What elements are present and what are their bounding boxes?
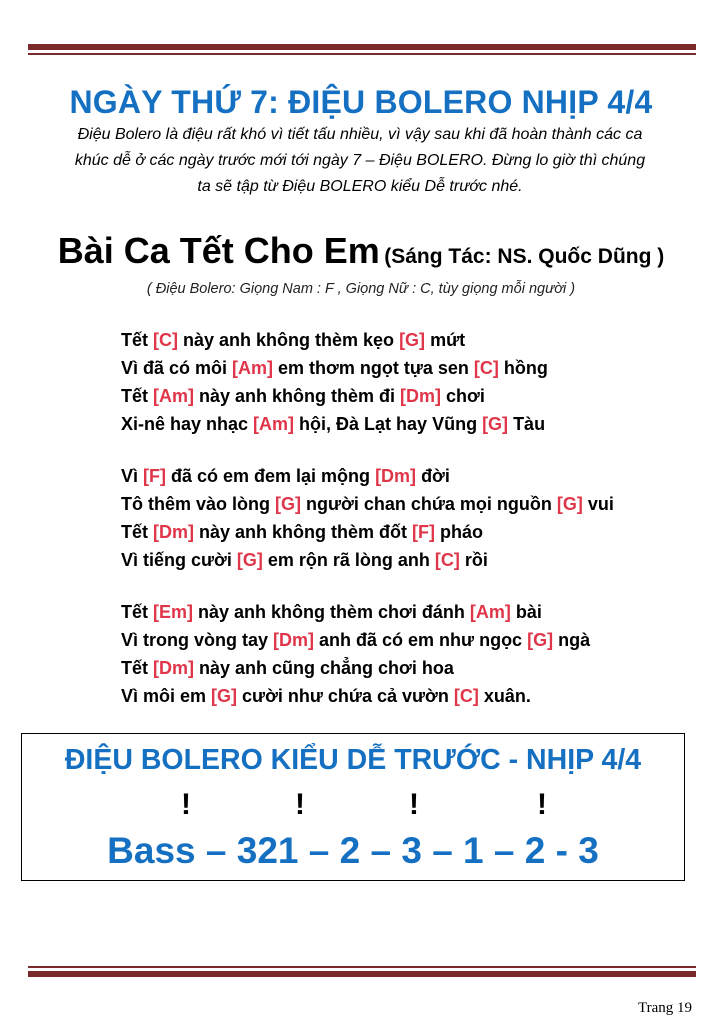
lyric-line [121, 546, 681, 574]
lyric-text: Tết [121, 522, 154, 542]
lyric-text: rồi [459, 550, 488, 570]
lyric-text: bài [510, 602, 542, 622]
lyric-stanza [121, 598, 681, 710]
song-key-info: ( Điệu Bolero: Giọng Nam : F , Giọng Nữ : C, tùy giọng mỗi người ) [146, 281, 576, 297]
lyric-line [121, 462, 681, 490]
lyric-text: mứt [425, 330, 466, 350]
lyric-text: hội, Đà Lạt hay Vũng [294, 414, 483, 434]
rhythm-box [21, 733, 685, 881]
chord-label: [G] [556, 494, 583, 514]
chord-label: [C] [153, 330, 179, 350]
intro-line: khúc dễ ở các ngày trước mới tới ngày 7 – Điệu BOLERO. Đừng lo giờ thì chúng [74, 152, 646, 169]
lyric-text: anh đã có em như ngọc [314, 630, 528, 650]
chord-label: [Dm] [375, 466, 417, 486]
beat-mark: ! [295, 788, 305, 821]
chord-label: [G] [482, 414, 509, 434]
lyric-line [121, 626, 681, 654]
beat-mark: ! [537, 788, 547, 821]
lyric-text: Tết [121, 658, 154, 678]
lyric-line [121, 598, 681, 626]
bottom-rule [28, 966, 696, 977]
bass-pattern: Bass – 321 – 2 – 3 – 1 – 2 - 3 [107, 830, 599, 871]
chord-label: [Dm] [153, 658, 195, 678]
page-number: Trang 19 [637, 1000, 692, 1016]
lyric-text: Tô thêm vào lòng [121, 494, 276, 514]
lyric-text: xuân. [478, 686, 531, 706]
lyric-line [121, 410, 681, 438]
lyric-line [121, 382, 681, 410]
lyric-stanza [121, 326, 681, 438]
chord-label: [Am] [153, 386, 195, 406]
chord-label: [C] [453, 686, 479, 706]
chord-label: [Dm] [153, 522, 195, 542]
lyric-stanza [121, 462, 681, 574]
rhythm-title: ĐIỆU BOLERO KIỂU DỄ TRƯỚC - NHỊP 4/4 [64, 744, 642, 776]
lyric-text: này anh cũng chẳng chơi hoa [194, 658, 454, 678]
page-title: NGÀY THỨ 7: ĐIỆU BOLERO NHỊP 4/4 [69, 84, 653, 120]
lyrics-block [121, 326, 681, 710]
lyric-text: đã có em đem lại mộng [166, 466, 376, 486]
chord-label: [G] [236, 550, 263, 570]
chord-label: [Am] [469, 602, 511, 622]
song-name: Bài Ca Tết Cho Em [57, 230, 380, 271]
lyric-line [121, 326, 681, 354]
lyric-text: Tết [121, 330, 154, 350]
lyric-text: cười như chứa cả vườn [237, 686, 454, 706]
lyric-text: ngà [553, 630, 591, 650]
chord-label: [C] [473, 358, 499, 378]
intro-line: ta sẽ tập từ Điệu BOLERO kiểu Dễ trước nhé. [197, 178, 523, 195]
lyric-line [121, 490, 681, 518]
lyric-text: Xi-nê hay nhạc [121, 414, 254, 434]
lyric-text: này anh không thèm đi [194, 386, 401, 406]
chord-label: [F] [412, 522, 436, 542]
top-rule [28, 44, 696, 55]
lyric-text: Vì tiếng cười [121, 550, 237, 570]
lyric-text: Vì môi em [121, 686, 212, 706]
beat-mark: ! [181, 788, 191, 821]
chord-label: [Dm] [400, 386, 442, 406]
lyric-text: Vì trong vòng tay [121, 630, 274, 650]
chord-label: [G] [275, 494, 302, 514]
chord-label: [Am] [232, 358, 274, 378]
chord-label: [G] [527, 630, 554, 650]
chord-label: [G] [399, 330, 426, 350]
beat-mark: ! [409, 788, 419, 821]
lyric-text: đời [416, 466, 450, 486]
lyric-text: Tết [121, 602, 154, 622]
lyric-text: này anh không thèm chơi đánh [193, 602, 470, 622]
song-composer: (Sáng Tác: NS. Quốc Dũng ) [384, 245, 665, 268]
lyric-text: chơi [441, 386, 485, 406]
chord-label: [C] [434, 550, 460, 570]
song-title [0, 230, 722, 272]
lyric-line [121, 354, 681, 382]
lyric-text: hồng [498, 358, 548, 378]
intro-paragraph [30, 122, 690, 200]
lyric-text: Tết [121, 386, 154, 406]
lyric-text: người chan chứa mọi nguồn [301, 494, 557, 514]
lyric-text: Vì đã có môi [121, 358, 233, 378]
lyric-text: em rộn rã lòng anh [262, 550, 435, 570]
lyric-text: Tàu [508, 414, 546, 434]
lyric-text: Vì [121, 466, 144, 486]
lyric-text: pháo [435, 522, 484, 542]
lyric-text: em thơm ngọt tựa sen [273, 358, 474, 378]
chord-label: [Dm] [273, 630, 315, 650]
lyric-text: vui [582, 494, 614, 514]
chord-label: [Em] [153, 602, 194, 622]
lyric-line [121, 682, 681, 710]
chord-label: [G] [211, 686, 238, 706]
lyric-line [121, 654, 681, 682]
lyric-text: này anh không thèm kẹo [178, 330, 400, 350]
intro-line: Điệu Bolero là điệu rất khó vì tiết tấu nhiều, vì vậy sau khi đã hoàn thành các ca [77, 126, 643, 143]
chord-label: [Am] [253, 414, 295, 434]
chord-label: [F] [143, 466, 166, 486]
lyric-text: này anh không thèm đốt [194, 522, 413, 542]
lyric-line [121, 518, 681, 546]
